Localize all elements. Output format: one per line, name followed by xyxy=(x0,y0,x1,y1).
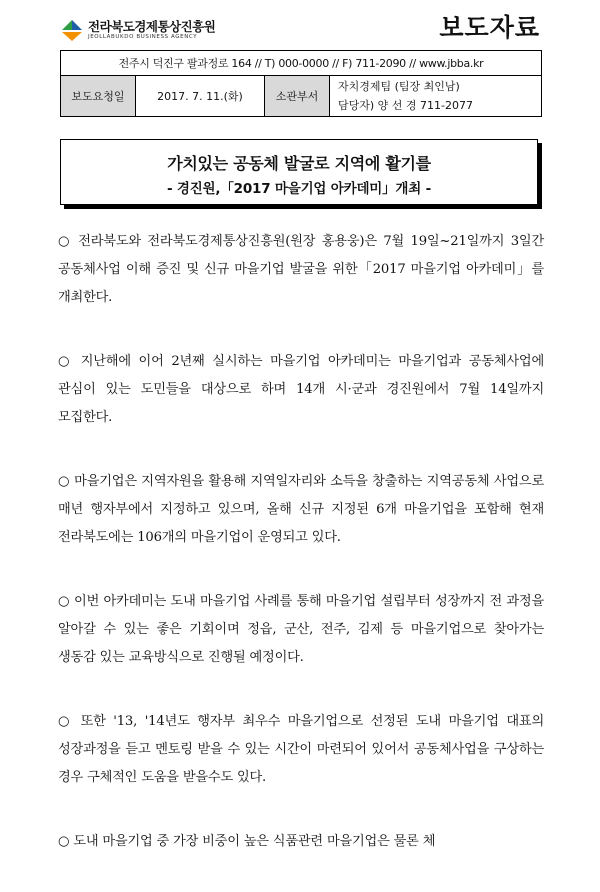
body-paragraph: ○ 이번 아카데미는 도내 마을기업 사례를 통해 마을기업 설립부터 성장까지 전 과정을 알아갈 수 있는 좋은 기회이며 정읍, 군산, 전주, 김제 등 마을기업으로 찾아가는 생동감 있는 교육방식으로 진행될 예정이다. xyxy=(58,594,544,665)
article-body xyxy=(58,228,544,892)
agency-logo-icon xyxy=(60,16,84,42)
body-paragraph: ○ 마을기업은 지역자원을 활용해 지역일자리와 소득을 창출하는 지역공동체 사업으로 매년 행자부에서 지정하고 있으며, 올해 신규 지정된 6개 마을기업을 포함해 현재 전라북도에는 106개의 마을기업이 운영되고 있다. xyxy=(58,474,544,545)
headline-box xyxy=(60,139,538,205)
request-date-label: 보도요청일 xyxy=(61,76,136,117)
headline-subtitle: - 경진원,「2017 마을기업 아카데미」개최 - xyxy=(166,181,432,197)
body-paragraph: ○ 도내 마을기업 중 가장 비중이 높은 식품관련 마을기업은 물론 체 xyxy=(58,834,436,849)
department-team: 자치경제팀 (팀장 최인남) xyxy=(338,80,460,93)
document-type-heading: 보도자료 xyxy=(439,13,540,42)
org-logo xyxy=(60,16,230,46)
contact-address-line: 전주시 덕진구 팔과정로 164 // T) 000-0000 // F) 711-2090 // www.jbba.kr xyxy=(61,51,542,76)
headline-title: 가치있는 공동체 발굴로 지역에 활기를 xyxy=(167,154,431,173)
body-paragraph: ○ 전라북도와 전라북도경제통상진흥원(원장 홍용웅)은 7월 19일~21일까지 3일간 공동체사업 이해 증진 및 신규 마을기업 발굴을 위한「2017 마을기업 아카데미」를 개최한다. xyxy=(58,234,544,305)
department-info xyxy=(330,76,542,117)
org-name: 전라북도경제통상진흥원 xyxy=(88,19,216,34)
body-paragraph: ○ 지난해에 이어 2년째 실시하는 마을기업 아카데미는 마을기업과 공동체사업에 관심이 있는 도민들을 대상으로 하며 14개 시·군과 경진원에서 7월 14일까지 모집한다. xyxy=(58,354,544,425)
department-label: 소관부서 xyxy=(265,76,330,117)
request-date: 2017. 7. 11.(화) xyxy=(136,76,265,117)
department-contact: 담당자) 양 선 경 711-2077 xyxy=(338,99,473,112)
press-info-table xyxy=(60,50,542,117)
body-paragraph: ○ 또한 '13, '14년도 행자부 최우수 마을기업으로 선정된 도내 마을기업 대표의 성장과정을 듣고 멘토링 받을 수 있는 시간이 마련되어 있어서 공동체사업을 구상하는 경우 구체적인 도움을 받을수도 있다. xyxy=(58,714,544,785)
org-name-english: JEOLLABUKDO BUSINESS AGENCY xyxy=(88,34,198,40)
